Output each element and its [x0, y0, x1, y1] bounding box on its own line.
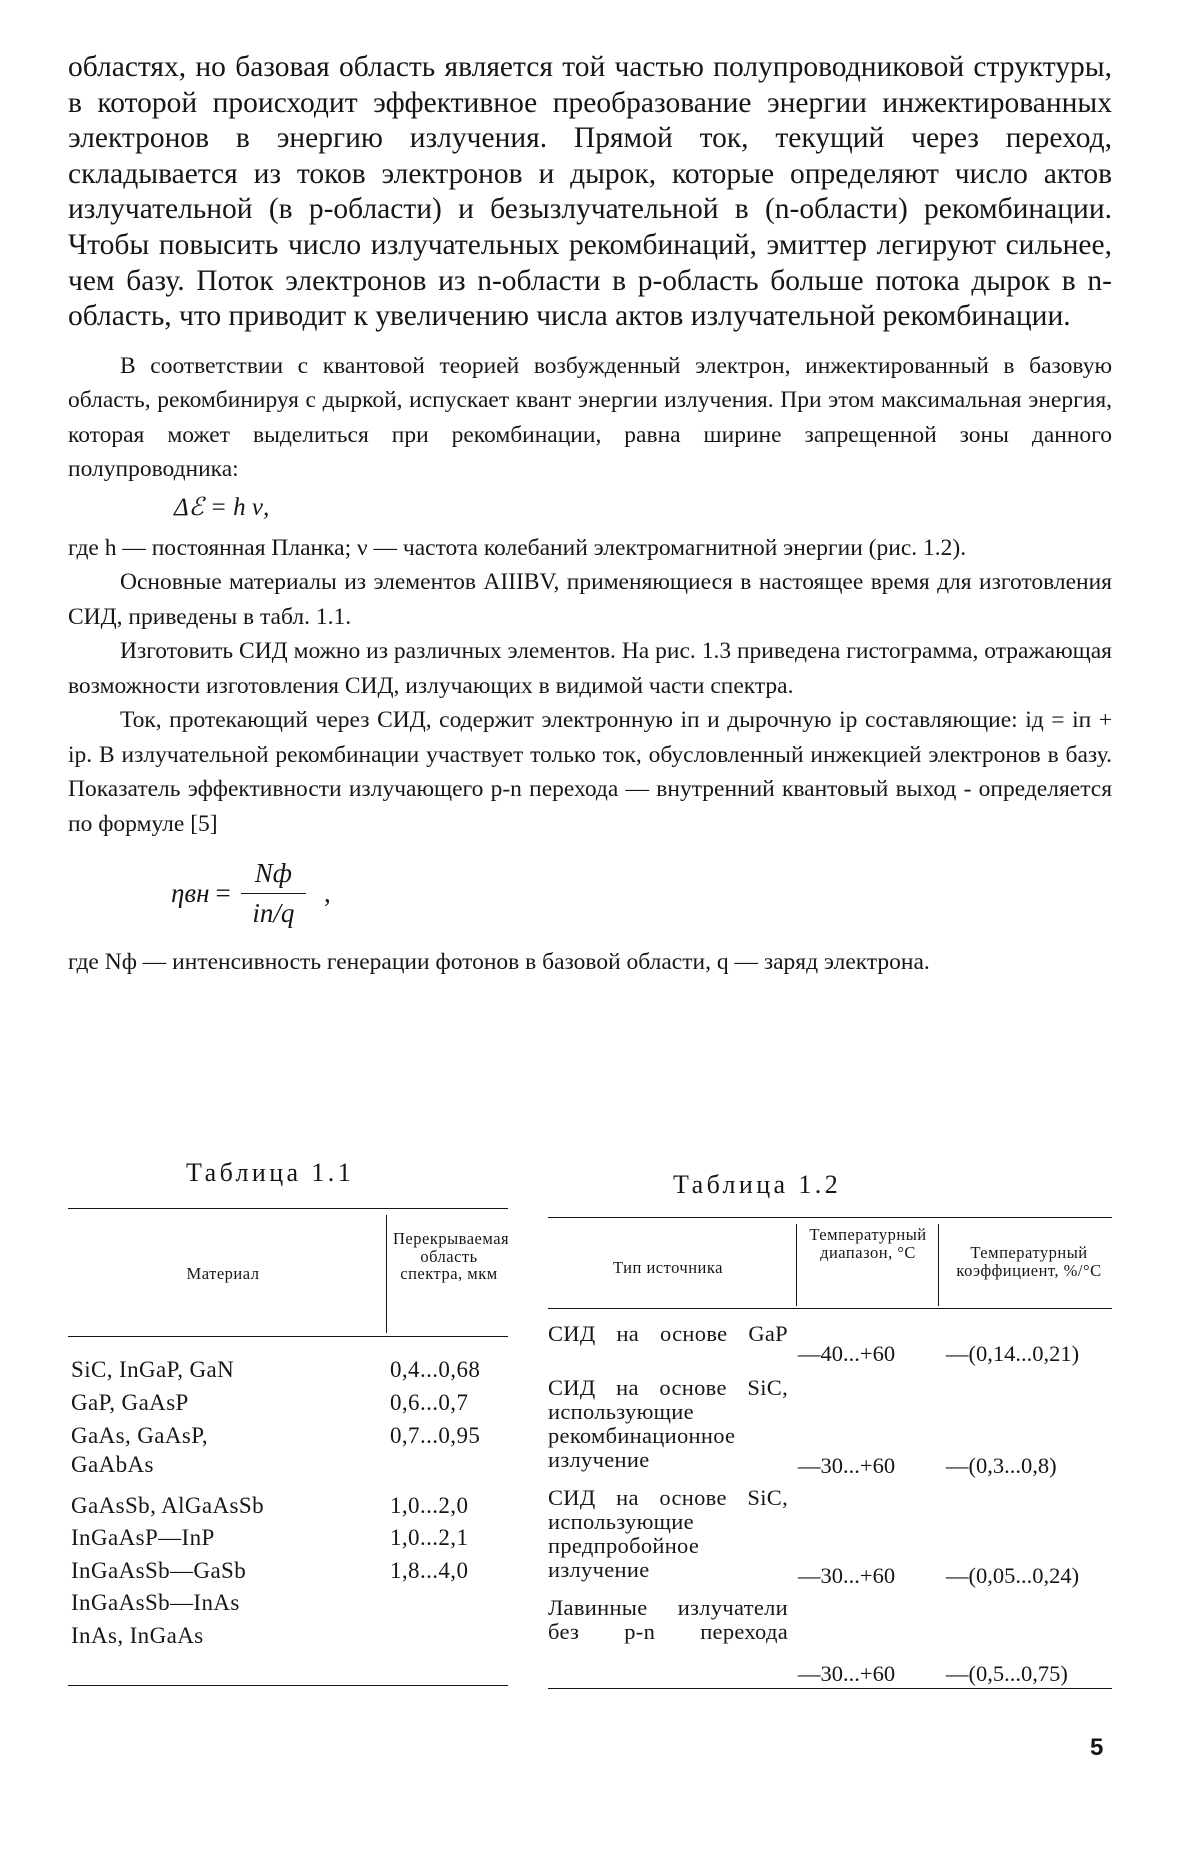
formula-energy: Δℰ = h ν, [174, 493, 270, 521]
table1-header-rule [68, 1336, 508, 1337]
paragraph-1: областях, но базовая область является той частью полупроводниковой структуры, в которой происходит эффективное преобразование энергии инжектированных электронов в энергию излучения. Прямой ток, текущий через переход, складывается из токов электронов и дырок, которые определяют число актов излучательной (в p-области) и безызлучательной в (n-области) рекомбинации. Чтобы повысить число излучательных рекомбинаций, эмиттер легируют сильнее, чем базу. Поток электронов из n-области в p-область больше потока дырок в n-область, что приводит к увеличению числа актов излучательной рекомбинации. [68, 51, 1112, 333]
table1-cell-range: 0,7...0,95 [390, 1423, 481, 1448]
table1-caption: Таблица 1.1 [186, 1158, 355, 1187]
formula-comma: , [323, 877, 331, 908]
table2-row [548, 1376, 1112, 1484]
formula-fraction [241, 858, 306, 929]
table2-bottom-rule [548, 1688, 1112, 1689]
paragraph-3: где h — постоянная Планка; ν — частота колебаний электромагнитной энергии (рис. 1.2). [68, 534, 967, 561]
table2-cell-temp: —30...+60 [798, 1661, 896, 1686]
table2-header-divider-1 [796, 1224, 797, 1306]
table1-cell-material: InAs, InGaAs [71, 1623, 204, 1648]
table2-row [548, 1486, 1112, 1594]
table2-cell-temp: —30...+60 [798, 1563, 896, 1588]
table1-cell-material: GaAsSb, AlGaAsSb [71, 1493, 264, 1518]
table1-top-rule [68, 1208, 508, 1209]
table2-cell-type: СИД на основе SiC, использующие рекомбинационное излучение [548, 1375, 788, 1472]
tables-area [68, 1158, 1112, 1718]
page-number: 5 [1090, 1734, 1104, 1761]
table1-cell-material: InGaAsSb—InAs [71, 1590, 240, 1615]
formula-numerator: Nф [241, 858, 306, 894]
table1-cell-material: InGaAsSb—GaSb [71, 1558, 247, 1583]
paragraph-5: Изготовить СИД можно из различных элементов. На рис. 1.3 приведена гистограмма, отражающая возможности изготовления СИД, излучающих в видимой части спектра. [68, 638, 1112, 699]
table1-cell-material: GaP, GaAsP [71, 1390, 189, 1415]
formula-quantum-yield [68, 841, 1112, 945]
table1-cell-range: 1,0...2,0 [390, 1493, 469, 1518]
table2-cell-type: СИД на основе SiC, использующие предпробойное излучение [548, 1485, 788, 1582]
table2-caption: Таблица 1.2 [673, 1170, 842, 1199]
table1-cell-material: InGaAsP—InP [71, 1525, 215, 1550]
paragraph-2: В соответствии с квантовой теорией возбужденный электрон, инжектированный в базовую область, рекомбинируя с дыркой, испускает квант энергии излучения. При этом максимальная энергия, которая может выделиться при рекомбинации, равна ширине запрещенной зоны данного полупроводника: [68, 352, 1112, 483]
table2-header-rule [548, 1308, 1112, 1309]
table2-cell-temp: —40...+60 [798, 1341, 896, 1366]
table2-row [548, 1596, 1112, 1692]
table2-cell-type: Лавинные излучатели без p-n перехода [548, 1595, 788, 1644]
table1-cell-material: GaAs, GaAsP, GaAbAs [71, 1423, 209, 1477]
paragraph-6: Ток, протекающий через СИД, содержит электронную iп и дырочную iр составляющие: iд = iп + iр. В излучательной рекомбинации участвует только ток, обусловленный инжекцией электронов в базу. Показатель эффективности излучающего p-n перехода — внутренний квантовый выход - определяется по формуле [5] [68, 707, 1112, 837]
table1-cell-range: 1,8...4,0 [390, 1558, 469, 1583]
table1-cell-range: 0,4...0,68 [390, 1357, 481, 1382]
table2-row [548, 1322, 1112, 1372]
table1-header-material: Материал [186, 1264, 260, 1283]
table1-header-range: Перекрываемая область спектра, мкм [393, 1229, 510, 1283]
formula-denominator: iп/q [252, 897, 295, 928]
table1-bottom-rule [68, 1685, 508, 1686]
table2-header-coef: Температурный коэффициент, %/°С [956, 1243, 1102, 1280]
table2-header-temp: Температурный диапазон, °С [809, 1225, 927, 1262]
page-body [68, 50, 1112, 980]
table1-cell-range: 1,0...2,1 [390, 1525, 469, 1550]
formula-lhs: ηвн [171, 877, 210, 908]
formula-equals: = [215, 877, 231, 908]
table1-cell-range: 0,6...0,7 [390, 1390, 469, 1415]
table2-cell-coef: —(0,5...0,75) [946, 1661, 1068, 1686]
table2-header-type: Тип источника [613, 1258, 723, 1277]
table2-cell-coef: —(0,05...0,24) [946, 1563, 1080, 1588]
paragraph-7: где Nф — интенсивность генерации фотонов в базовой области, q — заряд электрона. [68, 949, 930, 976]
table1-cell-material: SiC, InGaP, GaN [71, 1357, 235, 1382]
table2-top-rule [548, 1217, 1112, 1218]
table1-header-divider [386, 1215, 387, 1333]
table2-header-divider-2 [938, 1224, 939, 1306]
table2-cell-type: СИД на основе GaP [548, 1321, 788, 1346]
paragraph-4: Основные материалы из элементов AIIIBV, применяющиеся в настоящее время для изготовления СИД, приведены в табл. 1.1. [68, 569, 1112, 630]
table2-cell-coef: —(0,14...0,21) [946, 1341, 1080, 1366]
table2-cell-temp: —30...+60 [798, 1453, 896, 1478]
table2-cell-coef: —(0,3...0,8) [946, 1453, 1057, 1478]
